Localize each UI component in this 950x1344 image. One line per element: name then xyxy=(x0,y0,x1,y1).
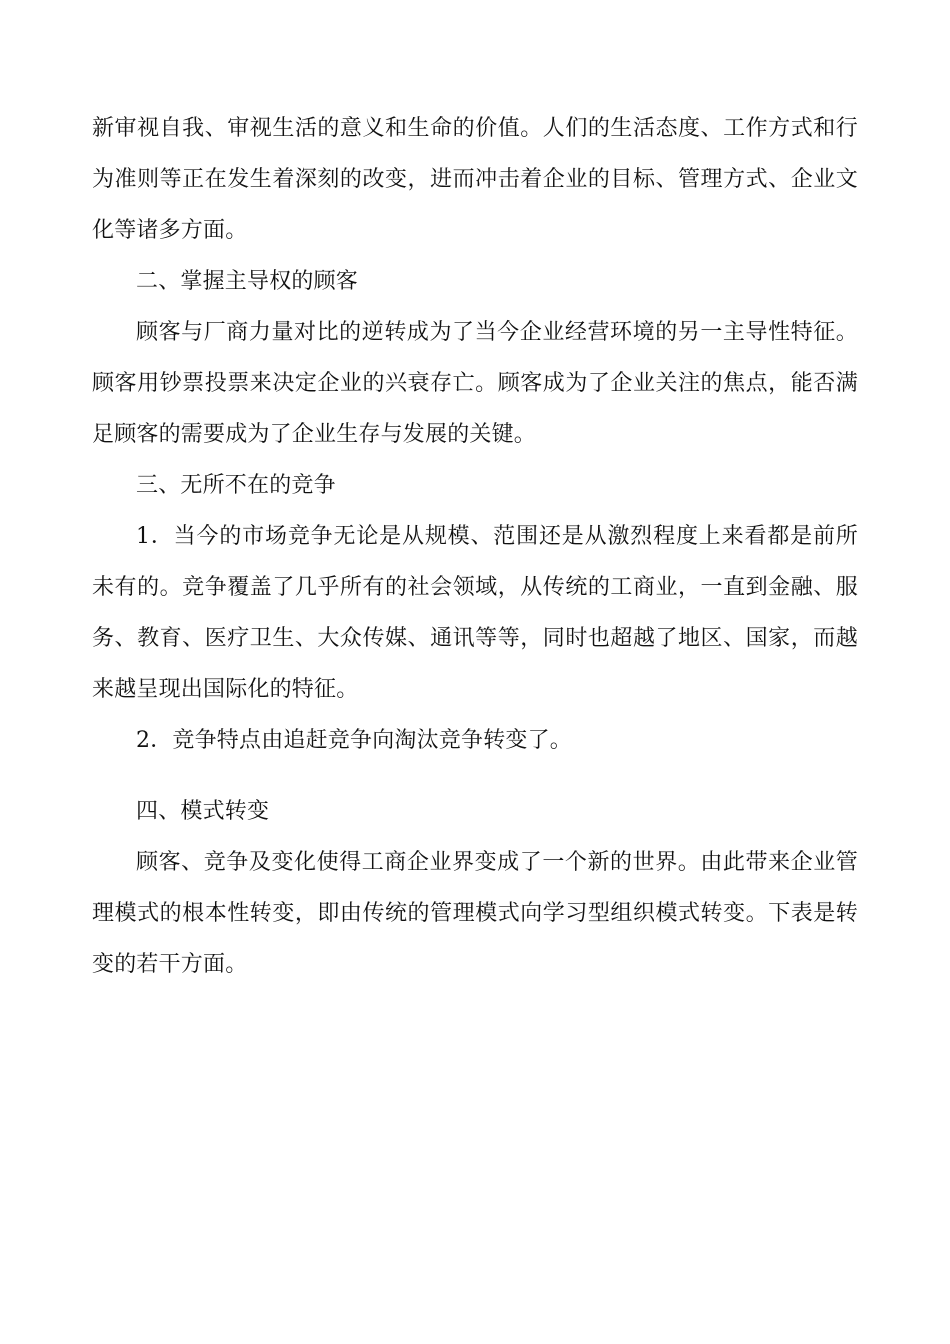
paragraph-customer: 顾客与厂商力量对比的逆转成为了当今企业经营环境的另一主导性特征。顾客用钞票投票来决定企业的兴衰存亡。顾客成为了企业关注的焦点，能否满足顾客的需要成为了企业生存与发展的关键。 xyxy=(92,320,858,447)
paragraph-competition-2: 2．竞争特点由追赶竞争向淘汰竞争转变了。 xyxy=(136,728,572,753)
paragraph-competition-1: 1．当今的市场竞争无论是从规模、范围还是从激烈程度上来看都是前所未有的。竞争覆盖了几乎所有的社会领域，从传统的工商业，一直到金融、服务、教育、医疗卫生、大众传媒、通讯等等，同时也超越了地区、国家，而越来越呈现出国际化的特征。 xyxy=(92,524,858,702)
section-heading-customer: 二、掌握主导权的顾客 xyxy=(136,269,359,294)
section-heading-model-change: 四、模式转变 xyxy=(136,799,270,824)
section-heading-competition: 三、无所不在的竞争 xyxy=(136,473,336,498)
paragraph-continued-intro: 新审视自我、审视生活的意义和生命的价值。人们的生活态度、工作方式和行为准则等正在发生着深刻的改变，进而冲击着企业的目标、管理方式、企业文化等诸多方面。 xyxy=(92,116,858,243)
paragraph-model-change: 顾客、竞争及变化使得工商企业界变成了一个新的世界。由此带来企业管理模式的根本性转变，即由传统的管理模式向学习型组织模式转变。下表是转变的若干方面。 xyxy=(92,850,858,977)
document-page xyxy=(92,103,858,990)
paragraph-gap xyxy=(92,766,858,786)
